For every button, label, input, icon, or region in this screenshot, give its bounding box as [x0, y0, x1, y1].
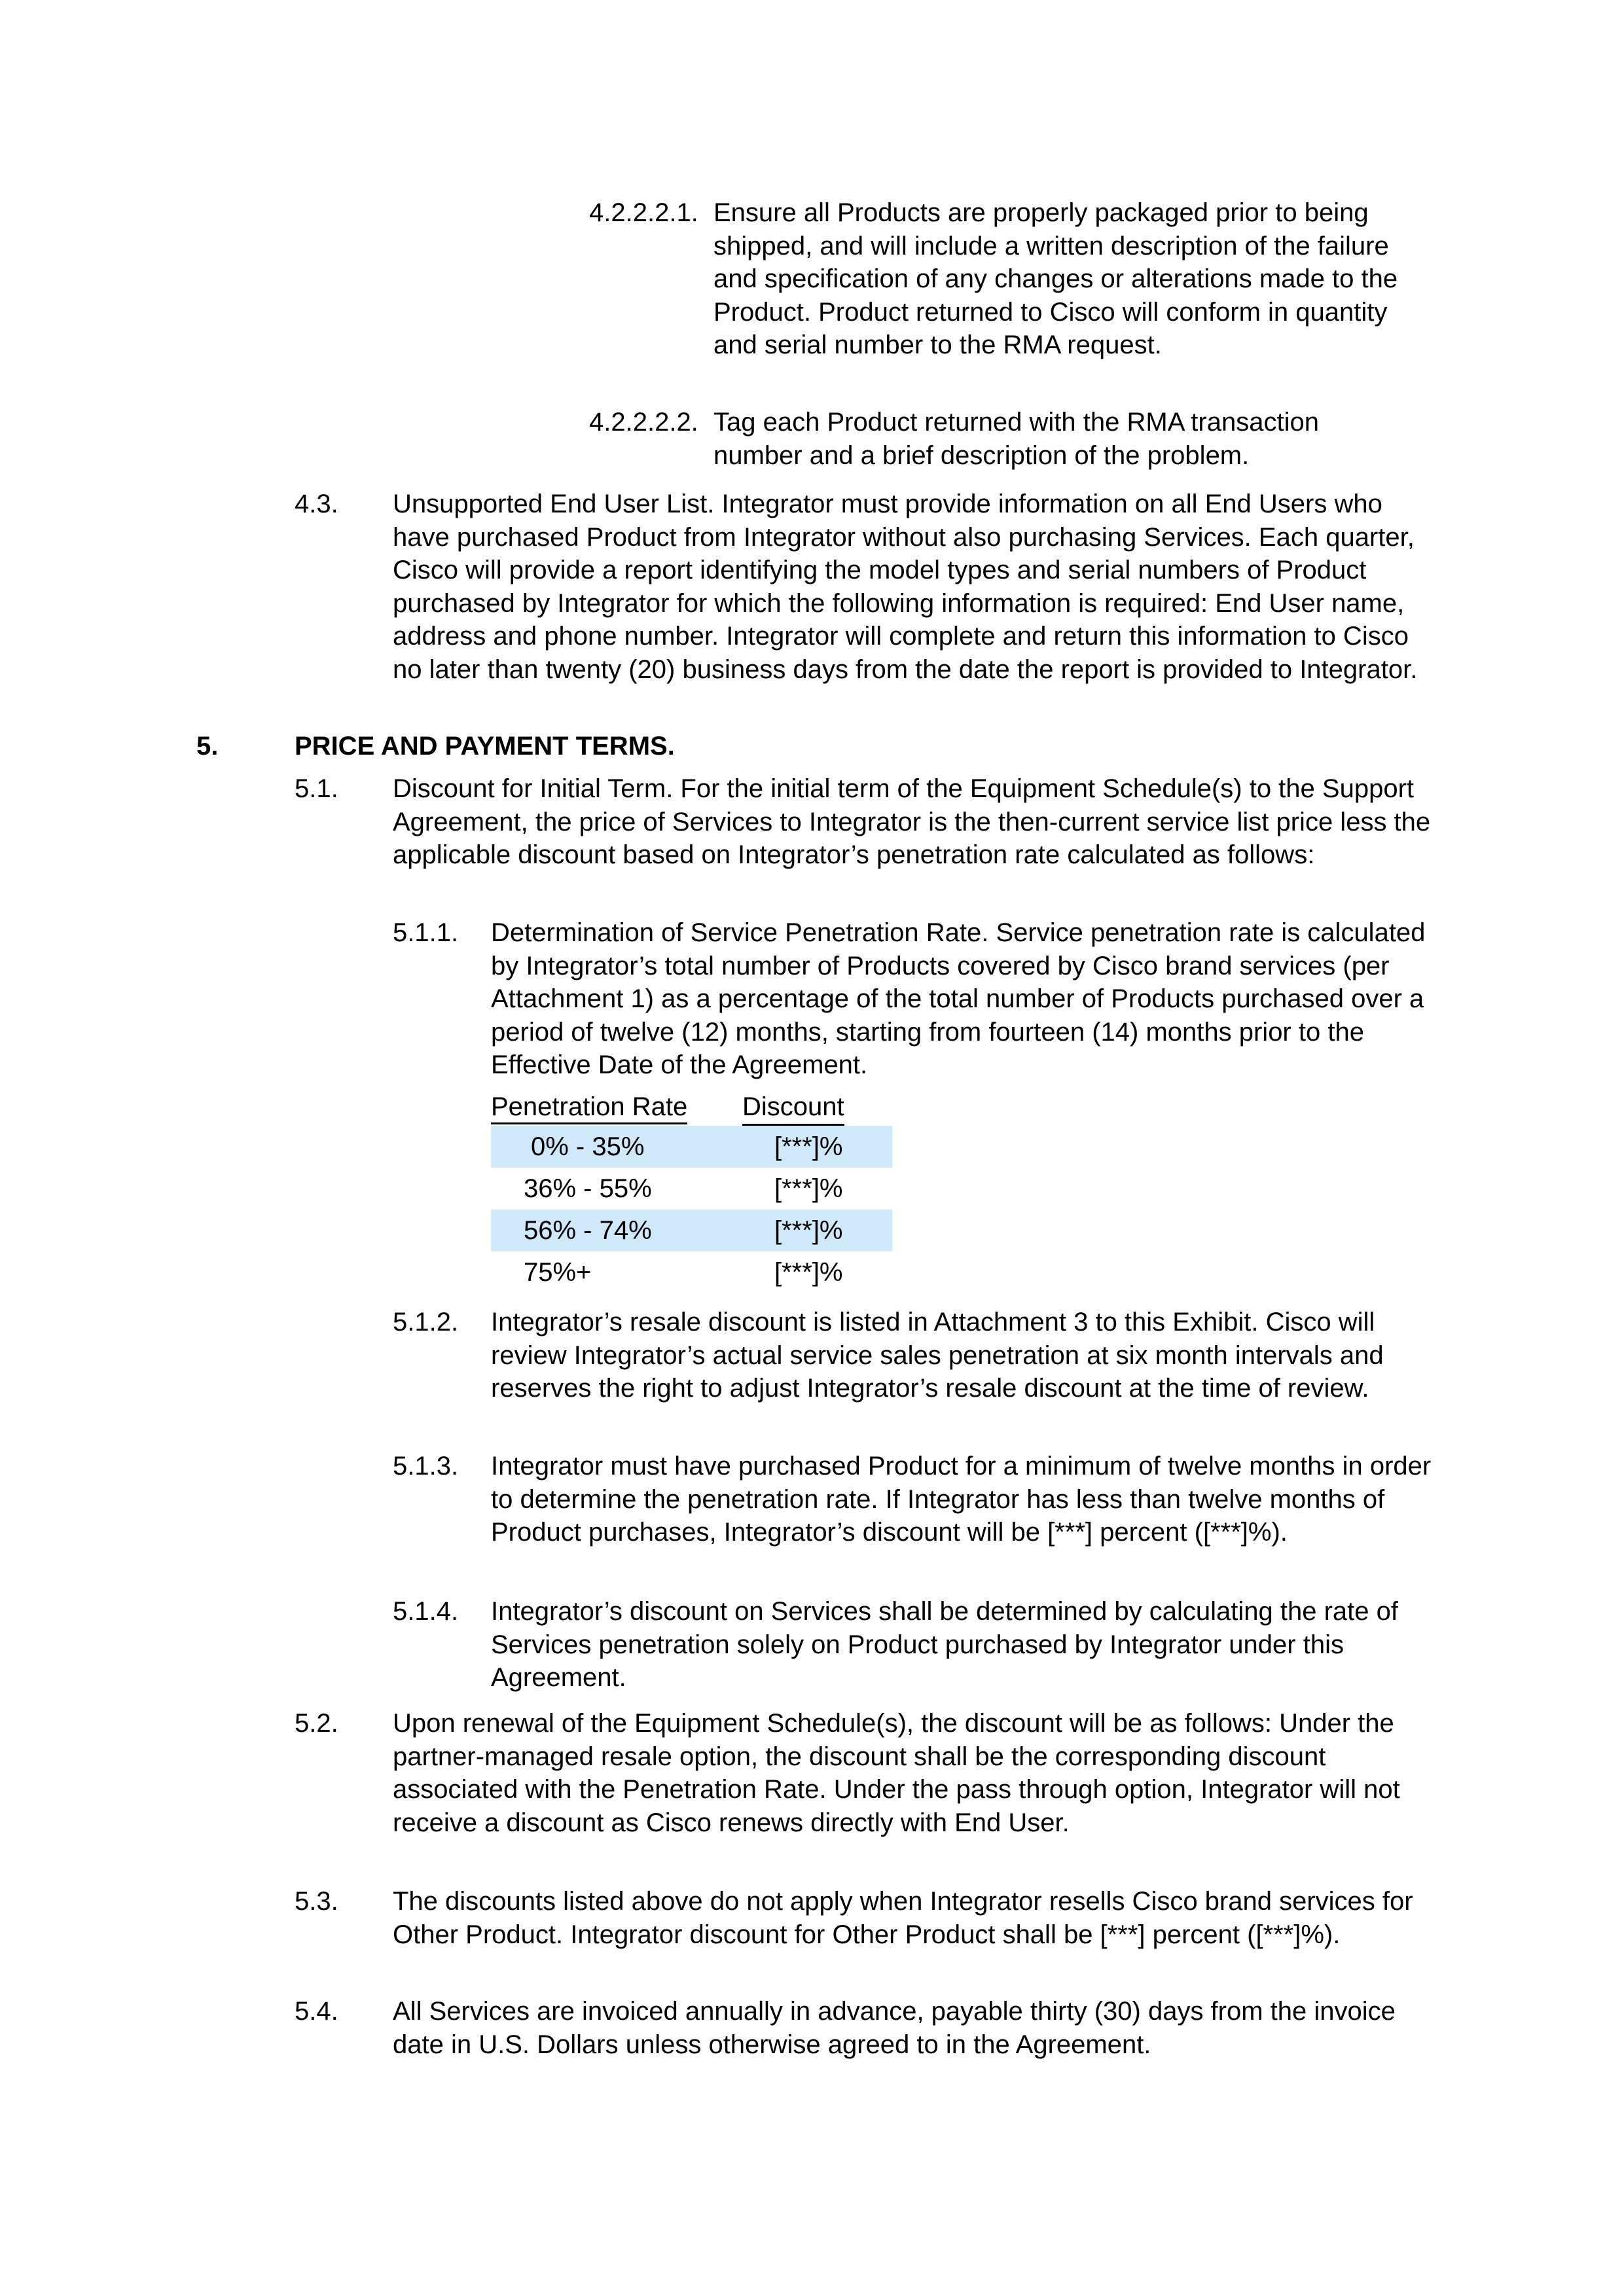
discount-cell: [***]%	[774, 1132, 843, 1161]
table-row	[491, 1210, 892, 1251]
clause-number: 5.1.3.	[393, 1452, 459, 1480]
clause-number: 5.3.	[295, 1887, 338, 1916]
discount-cell: [***]%	[774, 1257, 843, 1287]
section-title: PRICE AND PAYMENT TERMS.	[295, 732, 675, 761]
discount-cell: [***]%	[774, 1174, 843, 1203]
clause-5-2	[295, 1707, 1434, 1839]
clause-number: 4.2.2.2.1.	[589, 198, 698, 227]
clause-5-1	[295, 772, 1434, 872]
clause-5-4	[295, 1995, 1434, 2061]
rate-cell: 56% - 74%	[524, 1215, 652, 1245]
table-row	[491, 1126, 892, 1168]
discount-cell: [***]%	[774, 1215, 843, 1245]
clause-5-3	[295, 1885, 1434, 1951]
clause-4-3	[295, 488, 1434, 686]
clause-text: All Services are invoiced annually in advance, payable thirty (30) days from the invoice date in U.S. Dollars unless otherwise agreed to in the Agreement.	[393, 1997, 1396, 2059]
clause-text: Integrator’s discount on Services shall be determined by calculating the rate of Services penetration solely on Product purchased by Integrator under this Agreement.	[491, 1597, 1398, 1692]
rate-cell: 0% - 35%	[531, 1132, 645, 1161]
clause-5-1-1	[393, 916, 1434, 1082]
clause-4-2-2-2-2	[589, 406, 1407, 472]
clause-text: Unsupported End User List. Integrator must provide information on all End Users who have purchased Product from Integrator without also purchasing Services. Each quarter, Cisco will provide a report identifying the model types and serial numbers of Product purchased by Integrator for which the following information is required: End User name, address and phone number. Integrator will complete and return this information to Cisco no later than twenty (20) business days from the date the report is provided to Integrator.	[393, 490, 1418, 684]
table-row	[491, 1251, 892, 1293]
clause-text: Integrator’s resale discount is listed in Attachment 3 to this Exhibit. Cisco will review Integrator’s actual service sales penetration at six month intervals and reserves the right to adjust Integrator’s resale discount at the time of review.	[491, 1308, 1384, 1403]
clause-text: Ensure all Products are properly packaged prior to being shipped, and will include a written description of the failure and specification of any changes or alterations made to the Product. Product returned to Cisco will conform in quantity and serial number to the RMA request.	[713, 198, 1398, 359]
clause-text: Upon renewal of the Equipment Schedule(s), the discount will be as follows: Under the partner-managed resale option, the discount shall be the corresponding discount associated with the Penetration Rate. Under the pass through option, Integrator will not receive a discount as Cisco renews directly with End User.	[393, 1709, 1400, 1837]
clause-text: Tag each Product returned with the RMA transaction number and a brief description of the problem.	[713, 408, 1319, 470]
penetration-discount-table	[491, 1092, 892, 1293]
clause-5-1-4	[393, 1595, 1434, 1695]
clause-text: Determination of Service Penetration Rate. Service penetration rate is calculated by Integrator’s total number of Products covered by Cisco brand services (per Attachment 1) as a percentage of the total number of Products purchased over a period of twelve (12) months, starting from fourteen (14) months prior to the Effective Date of the Agreement.	[491, 918, 1426, 1079]
clause-text: The discounts listed above do not apply when Integrator resells Cisco brand services for Other Product. Integrator discount for Other Product shall be [***] percent ([***]%).	[393, 1887, 1413, 1949]
clause-text: Discount for Initial Term. For the initial term of the Equipment Schedule(s) to the Support Agreement, the price of Services to Integrator is the then-current service list price less the applicable discount based on Integrator’s penetration rate calculated as follows:	[393, 774, 1431, 869]
clause-text: Integrator must have purchased Product for a minimum of twelve months in order to determine the penetration rate. If Integrator has less than twelve months of Product purchases, Integrator’s discount will be [***] percent ([***]%).	[491, 1452, 1432, 1547]
clause-5-1-2	[393, 1306, 1434, 1405]
clause-number: 4.2.2.2.2.	[589, 408, 698, 437]
section-number: 5.	[196, 732, 219, 761]
clause-number: 5.1.	[295, 774, 338, 803]
clause-number: 5.1.1.	[393, 918, 459, 947]
clause-5-1-3	[393, 1450, 1434, 1549]
clause-number: 5.1.4.	[393, 1597, 459, 1626]
section-5-heading	[196, 730, 1244, 763]
table-row	[491, 1168, 892, 1210]
clause-number: 5.4.	[295, 1997, 338, 2026]
clause-number: 4.3.	[295, 490, 338, 518]
table-header	[491, 1092, 892, 1126]
clause-4-2-2-2-1	[589, 196, 1407, 362]
clause-number: 5.2.	[295, 1709, 338, 1738]
header-discount: Discount	[742, 1092, 844, 1126]
clause-number: 5.1.2.	[393, 1308, 459, 1336]
rate-cell: 75%+	[524, 1257, 592, 1287]
header-penetration-rate: Penetration Rate	[491, 1092, 742, 1126]
rate-cell: 36% - 55%	[524, 1174, 652, 1203]
